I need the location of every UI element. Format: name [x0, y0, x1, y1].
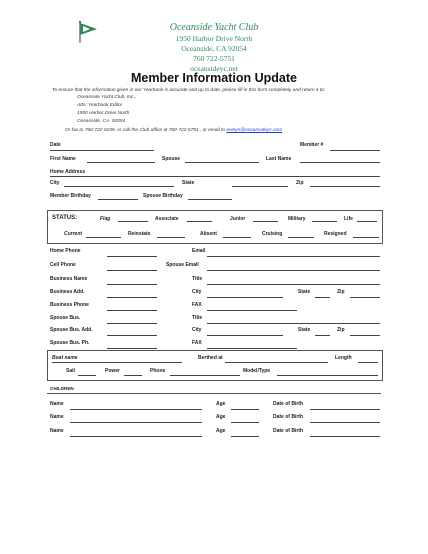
spouse-business-city-label: City: [192, 327, 202, 333]
fax-label-2: FAX: [192, 340, 202, 346]
status-associate-label: Associate: [155, 216, 179, 222]
child-name-field-3[interactable]: [70, 436, 202, 437]
model-type-field[interactable]: [277, 375, 378, 376]
child-age-field-2[interactable]: [231, 422, 259, 423]
status-absent-field[interactable]: [223, 237, 251, 238]
state-label: State: [182, 180, 195, 186]
business-address-field[interactable]: [107, 297, 157, 298]
status-junior-label: Junior: [230, 216, 246, 222]
last-name-label: Last Name: [266, 156, 292, 162]
fax-label-1: FAX: [192, 302, 202, 308]
fax-field-1[interactable]: [207, 310, 297, 311]
status-reinstate-field[interactable]: [157, 237, 185, 238]
club-address-line2: Oceanside, CA 92054: [181, 44, 247, 53]
city-label: City: [50, 180, 60, 186]
power-label: Power: [105, 368, 121, 374]
length-field[interactable]: [358, 362, 378, 363]
status-resigned-field[interactable]: [353, 237, 379, 238]
email-link[interactable]: evelyn@oceansideyc.com: [226, 128, 283, 133]
status-current-label: Current: [64, 231, 83, 237]
spouse-birthday-label: Spouse Birthday: [143, 193, 183, 199]
intro-address-2: Attn: Yearbook Editor: [77, 103, 123, 108]
business-state-label: State: [298, 289, 311, 295]
spouse-business-zip-label: Zip: [337, 327, 345, 333]
status-cruising-field[interactable]: [288, 237, 314, 238]
phone-field[interactable]: [170, 375, 240, 376]
club-website: oceansideyc.net: [190, 64, 238, 73]
status-label: STATUS:: [52, 215, 78, 221]
spouse-business-address-label: Spouse Bus. Add.: [50, 327, 93, 333]
business-zip-label: Zip: [337, 289, 345, 295]
status-flag-field[interactable]: [118, 221, 148, 222]
status-resigned-label: Resigned: [324, 231, 347, 237]
berthed-at-field[interactable]: [225, 362, 328, 363]
phone-label: Phone: [150, 368, 166, 374]
home-address-label: Home Address: [50, 169, 86, 175]
berthed-at-label: Berthed at: [198, 355, 223, 361]
title-label-1: Title: [192, 276, 203, 282]
business-address-label: Business Add.: [50, 289, 85, 295]
status-life-field[interactable]: [357, 221, 377, 222]
email-field[interactable]: [207, 256, 380, 257]
status-military-field[interactable]: [312, 221, 337, 222]
member-birthday-field[interactable]: [98, 199, 138, 200]
sail-label: Sail: [66, 368, 75, 374]
status-associate-field[interactable]: [187, 221, 212, 222]
children-divider: [47, 393, 381, 394]
spouse-business-field[interactable]: [107, 323, 157, 324]
status-life-label: Life: [344, 216, 353, 222]
title-field-2[interactable]: [207, 323, 380, 324]
boat-name-field[interactable]: [52, 362, 182, 363]
home-phone-label: Home Phone: [50, 248, 81, 254]
business-name-label: Business Name: [50, 276, 88, 282]
intro-address-4: Oceanside, CA. 92054: [77, 119, 126, 124]
fax-field-2[interactable]: [207, 348, 297, 349]
child-name-field-2[interactable]: [70, 422, 202, 423]
email-label: Email: [192, 248, 206, 254]
child-name-label-3: Name: [50, 428, 64, 434]
member-number-label: Member #: [300, 142, 324, 148]
spouse-business-label: Spouse Bus.: [50, 315, 81, 321]
intro-text: To ensure that the information given in our Yearbook is accurate and up to date, please fill in this form completely and return it to:: [52, 88, 326, 93]
page-title: Member Information Update: [131, 71, 297, 85]
power-field[interactable]: [124, 375, 142, 376]
model-type-label: Model/Type: [243, 368, 271, 374]
title-label-2: Title: [192, 315, 203, 321]
club-name: Oceanside Yacht Club: [169, 22, 259, 33]
child-dob-label-2: Date of Birth: [273, 414, 303, 420]
child-dob-label-1: Date of Birth: [273, 401, 303, 407]
business-city-label: City: [192, 289, 202, 295]
status-box: [47, 210, 383, 244]
title-field-1[interactable]: [207, 284, 380, 285]
child-dob-label-3: Date of Birth: [273, 428, 303, 434]
child-dob-field-1[interactable]: [310, 409, 380, 410]
spouse-business-phone-field[interactable]: [107, 348, 157, 349]
cell-phone-label: Cell Phone: [50, 262, 76, 268]
business-phone-field[interactable]: [107, 310, 157, 311]
length-label: Length: [335, 355, 352, 361]
zip-field[interactable]: [310, 186, 380, 187]
spouse-field[interactable]: [185, 162, 259, 163]
spouse-business-city-field[interactable]: [207, 335, 283, 336]
child-dob-field-3[interactable]: [310, 436, 380, 437]
status-military-label: Military: [288, 216, 306, 222]
spouse-email-field[interactable]: [207, 270, 380, 271]
intro-address-3: 1950 Harbor Drive North: [77, 111, 130, 116]
spouse-email-label: Spouse Email: [166, 262, 199, 268]
spouse-business-zip-field[interactable]: [350, 335, 380, 336]
child-name-label-2: Name: [50, 414, 64, 420]
status-reinstate-label: Reinstate: [128, 231, 151, 237]
zip-label: Zip: [296, 180, 304, 186]
spouse-business-state-label: State: [298, 327, 311, 333]
child-age-label-3: Age: [216, 428, 226, 434]
last-name-field[interactable]: [300, 162, 380, 163]
status-flag-label: Flag: [100, 216, 111, 222]
spouse-birthday-field[interactable]: [188, 199, 232, 200]
cell-phone-field[interactable]: [107, 270, 157, 271]
fax-call-text: Or fax to 760-722-0239, or call the Club office at 760-722-5751 , or email to: [65, 128, 227, 133]
home-phone-field[interactable]: [107, 256, 157, 257]
intro-fax-text: [65, 128, 282, 133]
club-address-line1: 1950 Harbor Drive North: [175, 34, 253, 43]
sail-field[interactable]: [78, 375, 96, 376]
child-age-label-1: Age: [216, 401, 226, 407]
business-state-field[interactable]: [315, 297, 330, 298]
business-city-field[interactable]: [207, 297, 283, 298]
date-field[interactable]: [50, 150, 154, 151]
first-name-field[interactable]: [87, 162, 155, 163]
intro-address-1: Oceanside Yacht Club, Inc.,: [77, 95, 137, 100]
child-name-label-1: Name: [50, 401, 64, 407]
child-age-field-3[interactable]: [231, 436, 259, 437]
status-current-field[interactable]: [86, 237, 121, 238]
spouse-label: Spouse: [162, 156, 181, 162]
status-cruising-label: Cruising: [262, 231, 283, 237]
member-birthday-label: Member Birthday: [50, 193, 91, 199]
spouse-business-address-field[interactable]: [107, 335, 157, 336]
business-phone-label: Business Phone: [50, 302, 89, 308]
child-name-field-1[interactable]: [70, 409, 202, 410]
member-number-field[interactable]: [330, 150, 380, 151]
children-heading: CHILDREN: [50, 386, 74, 391]
business-zip-field[interactable]: [350, 297, 380, 298]
child-dob-field-2[interactable]: [310, 422, 380, 423]
first-name-label: First Name: [50, 156, 76, 162]
home-address-field[interactable]: [50, 176, 380, 177]
date-label: Date: [50, 142, 61, 148]
child-age-label-2: Age: [216, 414, 226, 420]
child-age-field-1[interactable]: [231, 409, 259, 410]
business-name-field[interactable]: [107, 284, 157, 285]
state-field[interactable]: [232, 186, 288, 187]
boat-name-label: Boat name: [52, 355, 78, 361]
spouse-business-state-field[interactable]: [315, 335, 330, 336]
club-phone: 760 722-5751: [193, 54, 235, 63]
status-junior-field[interactable]: [253, 221, 278, 222]
status-absent-label: Absent: [200, 231, 217, 237]
city-field[interactable]: [64, 186, 174, 187]
spouse-business-phone-label: Spouse Bus. Ph.: [50, 340, 90, 346]
